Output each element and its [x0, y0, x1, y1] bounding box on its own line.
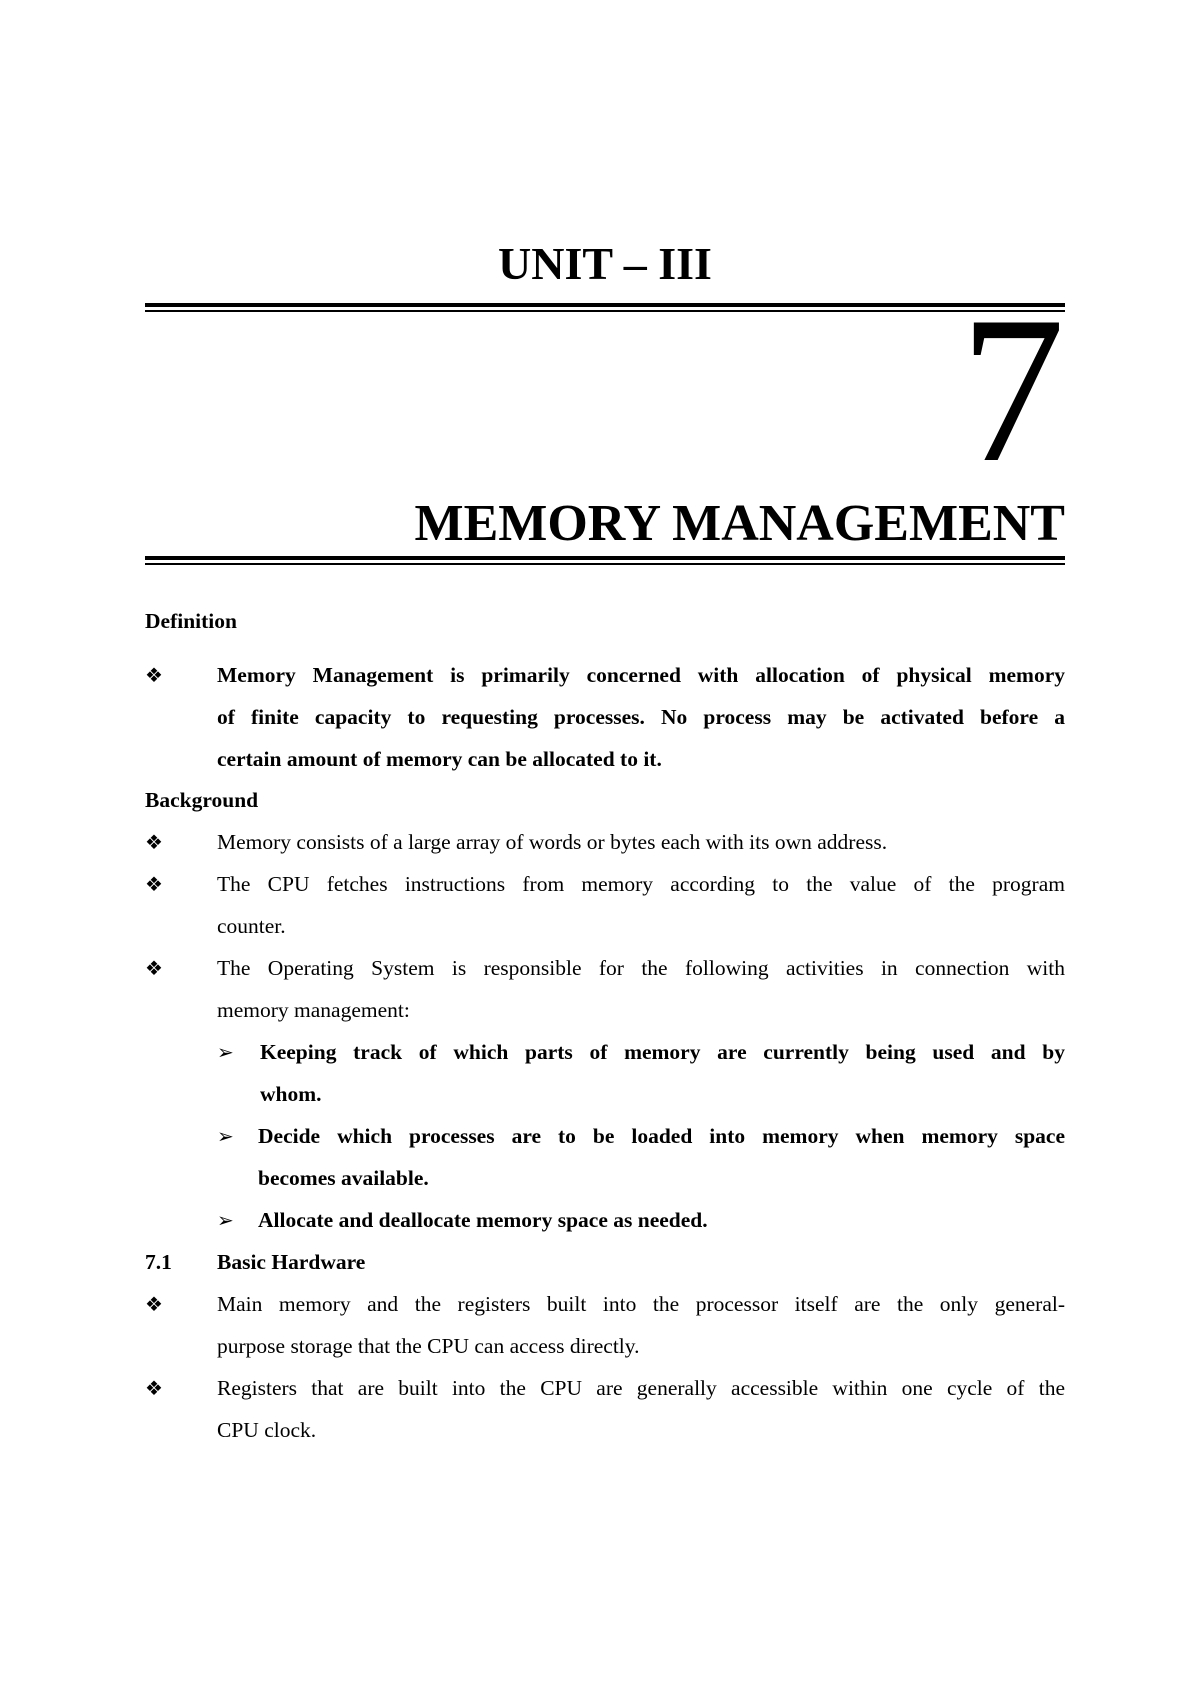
hardware-item-2-line-1: Registers that are built into the CPU are generally accessible within one cycle of the — [217, 1376, 1065, 1400]
unit-title: UNIT – III — [498, 238, 712, 289]
background-item-1: Memory consists of a large array of words or bytes each with its own address. — [217, 830, 888, 854]
definition-heading: Definition — [145, 609, 237, 633]
definition-line-3: certain amount of memory can be allocated to it. — [217, 747, 662, 771]
chapter-number: 7 — [960, 274, 1065, 506]
diamond-bullet-icon: ❖ — [145, 956, 163, 980]
title-rule-bottom — [145, 563, 1065, 565]
chapter-title: MEMORY MANAGEMENT — [414, 495, 1065, 552]
diamond-bullet-icon: ❖ — [145, 663, 163, 687]
arrow-bullet-icon: ➢ — [217, 1040, 234, 1064]
diamond-bullet-icon: ❖ — [145, 1376, 163, 1400]
sub-item-2-line-2: becomes available. — [258, 1166, 429, 1190]
background-item-3-line-1: The Operating System is responsible for the following activities in connection with — [217, 956, 1065, 980]
hardware-item-2-line-2: CPU clock. — [217, 1418, 317, 1442]
background-heading: Background — [145, 788, 259, 812]
hardware-item-1-line-2: purpose storage that the CPU can access directly. — [217, 1334, 640, 1358]
sub-item-1-line-1: Keeping track of which parts of memory are currently being used and by — [260, 1040, 1065, 1064]
background-item-2-line-1: The CPU fetches instructions from memory according to the value of the program — [217, 872, 1065, 896]
definition-line-2: of finite capacity to requesting processes. No process may be activated before a — [217, 705, 1065, 729]
title-rule-top — [145, 556, 1065, 560]
header-rule-top — [145, 303, 1065, 307]
diamond-bullet-icon: ❖ — [145, 872, 163, 896]
diamond-bullet-icon: ❖ — [145, 830, 163, 854]
sub-item-2-line-1: Decide which processes are to be loaded into memory when memory space — [258, 1124, 1065, 1148]
hardware-item-1-line-1: Main memory and the registers built into the processor itself are the only general- — [217, 1292, 1065, 1316]
background-item-2-line-2: counter. — [217, 914, 286, 938]
header-rule-bottom — [145, 310, 1065, 312]
arrow-bullet-icon: ➢ — [217, 1208, 234, 1232]
sub-item-1-line-2: whom. — [260, 1082, 322, 1106]
background-item-3-line-2: memory management: — [217, 998, 410, 1022]
section-title: Basic Hardware — [217, 1250, 366, 1274]
arrow-bullet-icon: ➢ — [217, 1124, 234, 1148]
section-number: 7.1 — [145, 1250, 172, 1274]
diamond-bullet-icon: ❖ — [145, 1292, 163, 1316]
definition-line-1: Memory Management is primarily concerned with allocation of physical memory — [217, 663, 1065, 687]
sub-item-3: Allocate and deallocate memory space as needed. — [258, 1208, 708, 1232]
